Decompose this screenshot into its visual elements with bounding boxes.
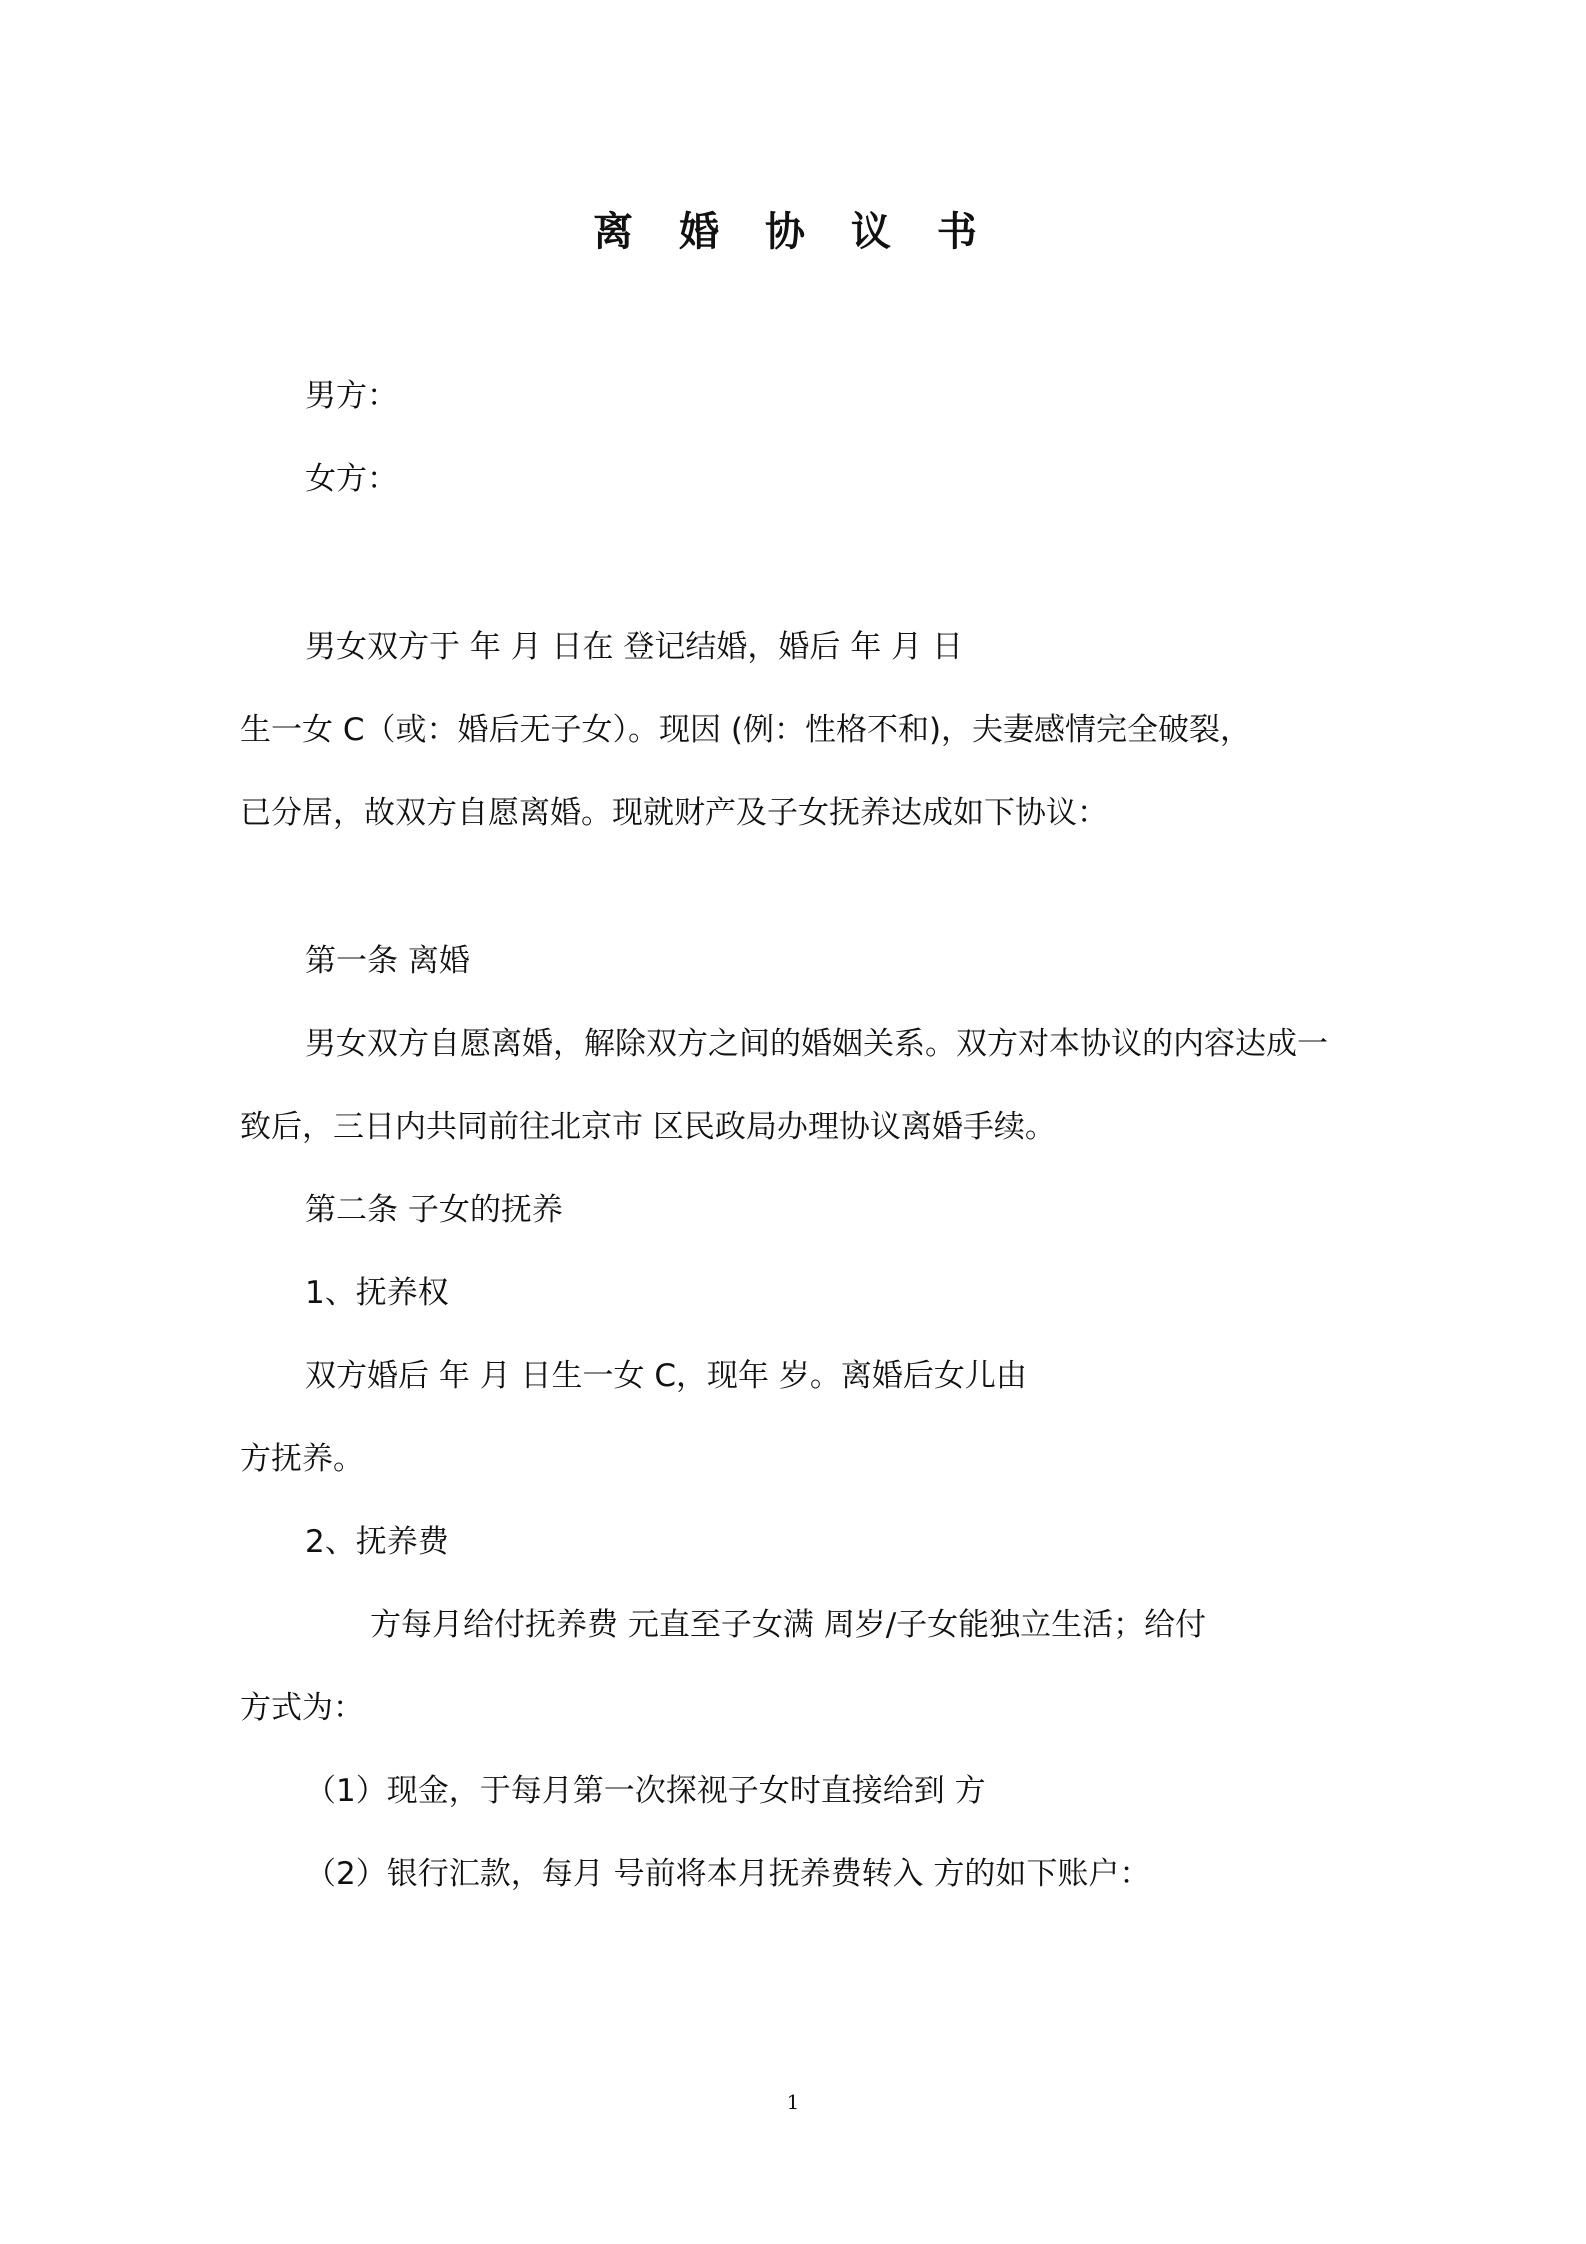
support-line-2: 方式为：: [240, 1690, 364, 1726]
article-1-line-2: 致后，三日内共同前往北京市 区民政局办理协议离婚手续。: [240, 1109, 1056, 1145]
male-party-line: 男方：: [305, 378, 398, 414]
female-party-line: 女方：: [305, 461, 398, 497]
intro-line-3: 已分居，故双方自愿离婚。现就财产及子女抚养达成如下协议：: [240, 795, 1108, 831]
payment-option-2: （2）银行汇款，每月 号前将本月抚养费转入 方的如下账户：: [305, 1856, 1151, 1892]
support-heading: 2、抚养费: [305, 1524, 449, 1560]
article-1-line-1: 男女双方自愿离婚，解除双方之间的婚姻关系。双方对本协议的内容达成一: [305, 1026, 1328, 1062]
custody-heading: 1、抚养权: [305, 1275, 449, 1311]
support-line-1: 方每月给付抚养费 元直至子女满 周岁/子女能独立生活；给付: [370, 1607, 1207, 1643]
intro-line-2: 生一女 C（或：婚后无子女）。现因 (例：性格不和)，夫妻感情完全破裂，: [240, 712, 1252, 748]
intro-line-1: 男女双方于 年 月 日在 登记结婚，婚后 年 月 日: [305, 629, 963, 665]
article-2-heading: 第二条 子女的抚养: [305, 1192, 563, 1228]
document-title: 离 婚 协 议 书: [593, 209, 993, 255]
payment-option-1: （1）现金，于每月第一次探视子女时直接给到 方: [305, 1773, 986, 1809]
custody-line-2: 方抚养。: [240, 1441, 364, 1477]
article-1-heading: 第一条 离婚: [305, 943, 470, 979]
page-number: 1: [786, 2090, 800, 2114]
custody-line-1: 双方婚后 年 月 日生一女 C，现年 岁。离婚后女儿由: [305, 1358, 1027, 1394]
